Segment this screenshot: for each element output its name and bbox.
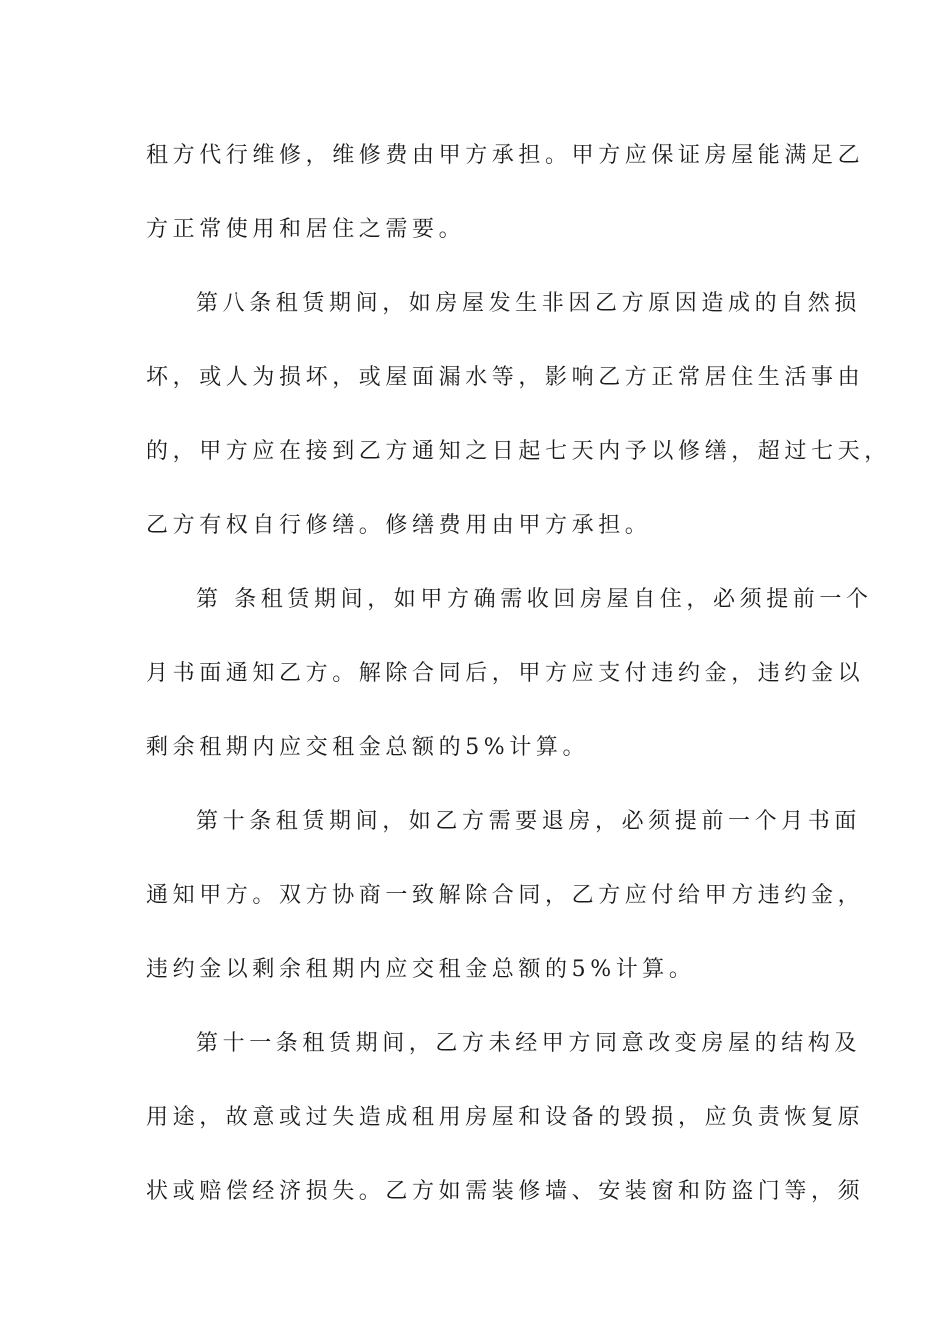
text-line: 用途，故意或过失造成租用房屋和设备的毁损，应负责恢复原 xyxy=(146,1105,865,1130)
text-line: 剩余租期内应交租金总额的5%计算。 xyxy=(146,735,590,760)
text-line: 违约金以剩余租期内应交租金总额的5%计算。 xyxy=(146,957,696,982)
text-line: 坏，或人为损坏，或屋面漏水等，影响乙方正常居住生活事由 xyxy=(146,365,865,390)
paragraph-article-8-line: 第八条租赁期间，如房屋发生非因乙方原因造成的自然损 xyxy=(196,291,862,316)
paragraph-article-9-line: 第 条租赁期间，如甲方确需收回房屋自住，必须提前一个 xyxy=(196,587,873,612)
text-line: 月书面通知乙方。解除合同后，甲方应支付违约金，违约金以 xyxy=(146,661,865,686)
text-line: 方正常使用和居住之需要。 xyxy=(146,217,466,242)
text-line: 的，甲方应在接到乙方通知之日起七天内予以修缮，超过七天， xyxy=(146,439,891,464)
paragraph-article-11-line: 第十一条租赁期间，乙方未经甲方同意改变房屋的结构及 xyxy=(196,1031,862,1056)
text-line: 乙方有权自行修缮。修缮费用由甲方承担。 xyxy=(146,513,652,538)
text-line: 租方代行维修，维修费由甲方承担。甲方应保证房屋能满足乙 xyxy=(146,143,865,168)
text-line: 通知甲方。双方协商一致解除合同，乙方应付给甲方违约金， xyxy=(146,883,865,908)
text-line: 状或赔偿经济损失。乙方如需装修墙、安装窗和防盗门等，须 xyxy=(146,1179,865,1204)
paragraph-article-10-line: 第十条租赁期间，如乙方需要退房，必须提前一个月书面 xyxy=(196,809,862,834)
